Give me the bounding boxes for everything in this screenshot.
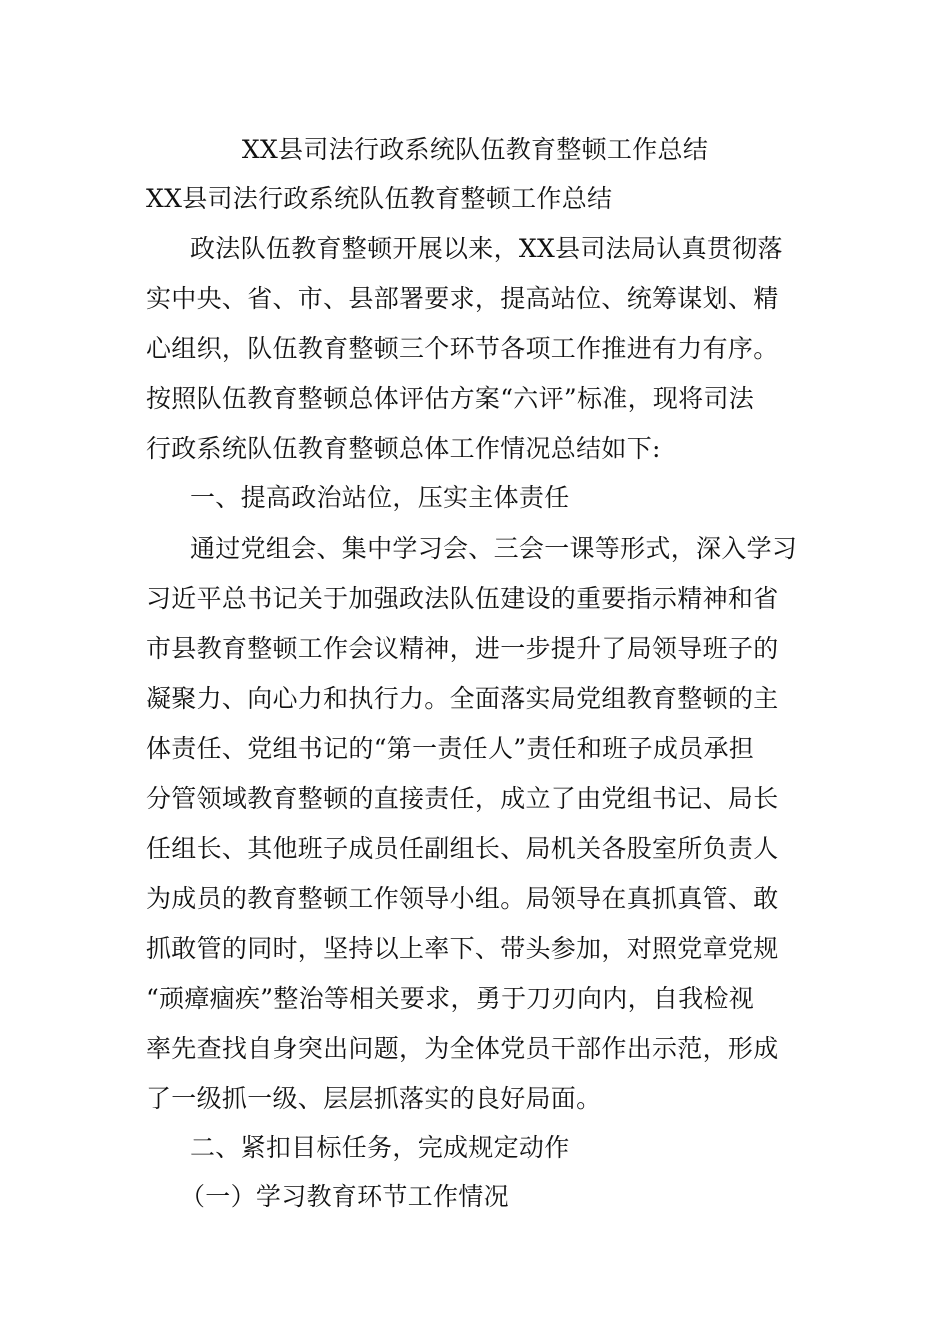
paragraph-line: 按照队伍教育整顿总体评估方案“六评”标准，现将司法 (146, 384, 755, 413)
paragraph-line: 行政系统队伍教育整顿总体工作情况总结如下: (146, 434, 661, 463)
document-subtitle: XX县司法行政系统队伍教育整顿工作总结 (146, 184, 613, 213)
paragraph-line: 凝聚力、向心力和执行力。全面落实局党组教育整顿的主 (146, 684, 779, 713)
document-title: XX县司法行政系统队伍教育整顿工作总结 (241, 135, 709, 164)
paragraph-line: 通过党组会、集中学习会、三会一课等形式，深入学习 (190, 534, 798, 563)
paragraph-line: 率先查找自身突出问题，为全体党员干部作出示范，形成 (146, 1034, 779, 1063)
paragraph-line: “顽瘴痼疾”整治等相关要求，勇于刀刃向内，自我检视 (146, 984, 755, 1013)
paragraph-line: 分管领域教育整顿的直接责任，成立了由党组书记、局长 (146, 784, 779, 813)
paragraph-line: 任组长、其他班子成员任副组长、局机关各股室所负责人 (146, 834, 779, 863)
paragraph-line: 实中央、省、市、县部署要求，提高站位、统筹谋划、精 (146, 284, 779, 313)
paragraph-line: 体责任、党组书记的“第一责任人”责任和班子成员承担 (146, 734, 755, 763)
paragraph-line: 政法队伍教育整顿开展以来，XX县司法局认真贯彻落 (190, 234, 783, 263)
paragraph-line: 抓敢管的同时，坚持以上率下、带头参加，对照党章党规 (146, 934, 779, 963)
paragraph-line: 了一级抓一级、层层抓落实的良好局面。 (146, 1084, 602, 1113)
section-heading: 一、提高政治站位，压实主体责任 (190, 483, 570, 512)
paragraph-line: 心组织，队伍教育整顿三个环节各项工作推进有力有序。 (146, 334, 779, 363)
paragraph-line: 为成员的教育整顿工作领导小组。局领导在真抓真管、敢 (146, 884, 779, 913)
section-heading: 二、紧扣目标任务，完成规定动作 (190, 1133, 570, 1162)
paragraph-line: 市县教育整顿工作会议精神，进一步提升了局领导班子的 (146, 634, 779, 663)
subsection-heading: （一）学习教育环节工作情况 (180, 1182, 509, 1211)
paragraph-line: 习近平总书记关于加强政法队伍建设的重要指示精神和省 (146, 584, 779, 613)
